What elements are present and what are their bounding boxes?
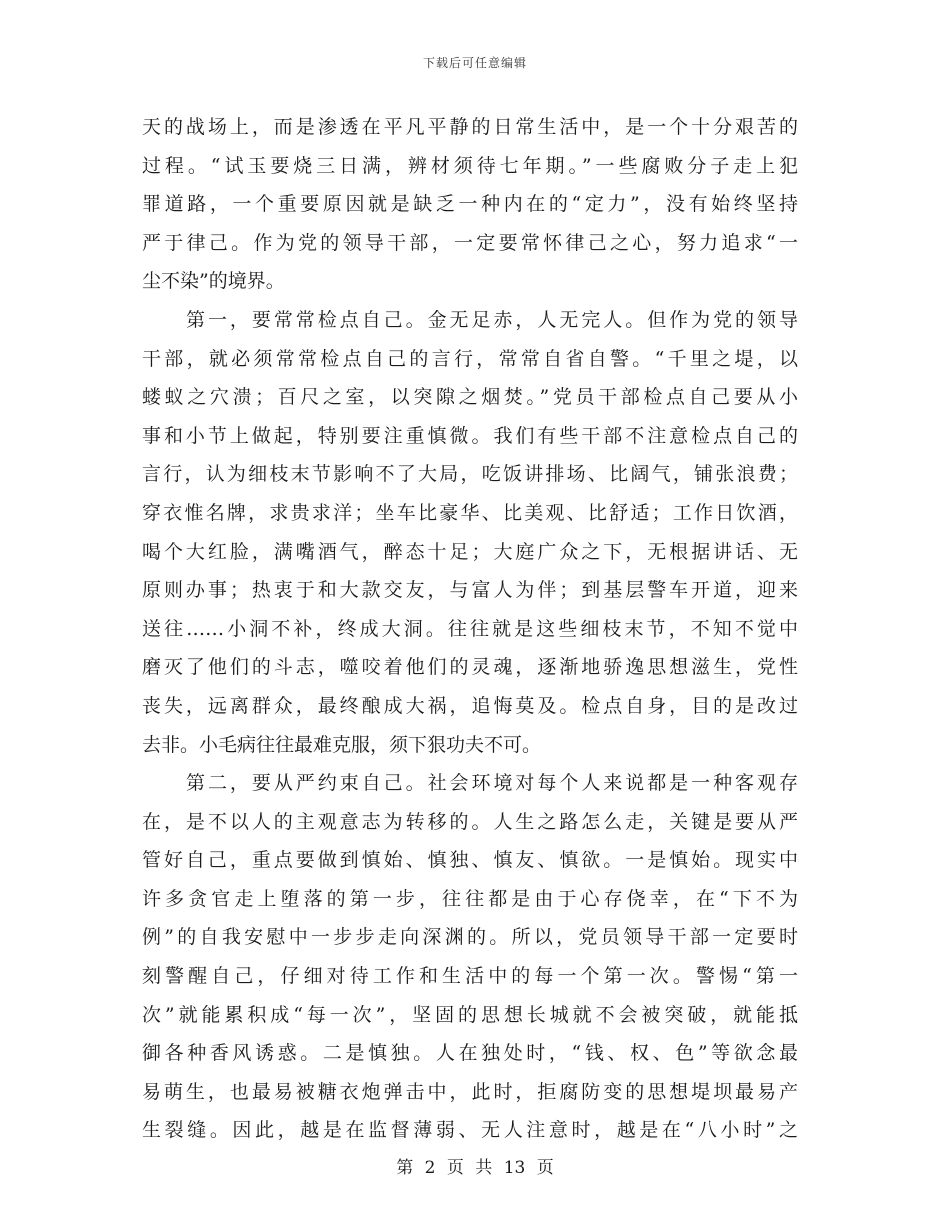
paragraph-start-line: 第一，要常常检点自己。金无足赤，人无完人。但作为党的领导 bbox=[186, 308, 798, 331]
body-line: 送往……小洞不补，终成大洞。往往就是这些细枝末节，不知不觉中 bbox=[142, 617, 798, 640]
page-number-footer: 第 2 页 共 13 页 bbox=[396, 1158, 554, 1178]
body-line: 言行，认为细枝末节影响不了大局，吃饭讲排场、比阔气，铺张浪费； bbox=[142, 463, 798, 486]
page-header: 下载后可任意编辑 bbox=[422, 56, 527, 70]
body-line: 喝个大红脸，满嘴酒气，醉态十足；大庭广众之下，无根据讲话、无 bbox=[142, 540, 798, 563]
body-line: 严于律己。作为党的领导干部，一定要常怀律己之心，努力追求“一 bbox=[142, 231, 798, 254]
body-line: 罪道路，一个重要原因就是缺乏一种内在的“定力”，没有始终坚持 bbox=[142, 193, 798, 216]
body-line: 磨灭了他们的斗志，噬咬着他们的灵魂，逐渐地骄逸思想滋生，党性 bbox=[142, 656, 798, 679]
body-line: 许多贪官走上堕落的第一步，往往都是由于心存侥幸，在“下不为 bbox=[142, 887, 798, 910]
body-line: 丧失，远离群众，最终酿成大祸，追悔莫及。检点自身，目的是改过 bbox=[142, 694, 798, 717]
body-line: 易萌生，也最易被糖衣炮弹击中，此时，拒腐防变的思想堤坝最易产 bbox=[142, 1080, 798, 1103]
body-line: 尘不染”的境界。 bbox=[142, 270, 285, 293]
body-line: 蝼蚁之穴溃；百尺之室，以突隙之烟焚。”党员干部检点自己要从小 bbox=[142, 386, 798, 409]
body-line: 干部，就必须常常检点自己的言行，常常自省自警。“千里之堤，以 bbox=[142, 347, 798, 370]
paragraph-start-line: 第二，要从严约束自己。社会环境对每个人来说都是一种客观存 bbox=[186, 772, 798, 795]
body-line: 生裂缝。因此，越是在监督薄弱、无人注意时，越是在“八小时”之 bbox=[142, 1119, 798, 1142]
body-line: 例”的自我安慰中一步步走向深渊的。所以，党员领导干部一定要时 bbox=[142, 926, 798, 949]
body-line: 穿衣惟名牌，求贵求洋；坐车比豪华、比美观、比舒适；工作日饮酒， bbox=[142, 501, 798, 524]
body-line: 御各种香风诱惑。二是慎独。人在独处时，“钱、权、色”等欲念最 bbox=[142, 1042, 798, 1065]
body-line: 在，是不以人的主观意志为转移的。人生之路怎么走，关键是要从严 bbox=[142, 810, 798, 833]
document-body bbox=[142, 108, 798, 1150]
body-line: 原则办事；热衷于和大款交友，与富人为伴；到基层警车开道，迎来 bbox=[142, 579, 798, 602]
body-line: 次”就能累积成“每一次”，坚固的思想长城就不会被突破，就能抵 bbox=[142, 1003, 798, 1026]
body-line: 过程。“试玉要烧三日满，辨材须待七年期。”一些腐败分子走上犯 bbox=[142, 154, 798, 177]
body-line: 去非。小毛病往往最难克服，须下狠功夫不可。 bbox=[142, 733, 542, 756]
body-line: 刻警醒自己，仔细对待工作和生活中的每一个第一次。警惕“第一 bbox=[142, 965, 798, 988]
body-line: 天的战场上，而是渗透在平凡平静的日常生活中，是一个十分艰苦的 bbox=[142, 116, 798, 138]
body-line: 事和小节上做起，特别要注重慎微。我们有些干部不注意检点自己的 bbox=[142, 424, 798, 447]
body-line: 管好自己，重点要做到慎始、慎独、慎友、慎欲。一是慎始。现实中 bbox=[142, 849, 798, 872]
